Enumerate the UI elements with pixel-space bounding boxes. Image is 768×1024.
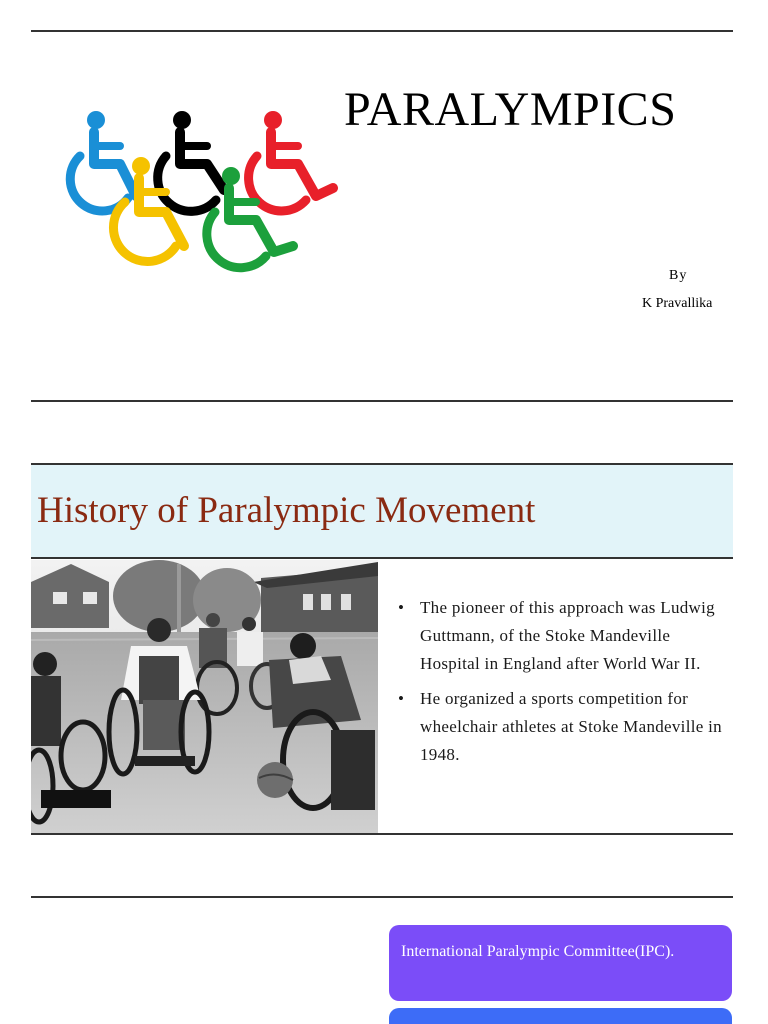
bullet-icon: •: [398, 598, 405, 617]
blue-wheelchair-figure: [70, 111, 136, 211]
header-divider: [31, 557, 733, 559]
slide-divider: [31, 833, 733, 835]
slide-header: [31, 465, 733, 557]
black-wheelchair-figure: [158, 111, 224, 211]
by-label: By: [669, 268, 688, 283]
list-item: • He organized a sports competition for wheelchair athletes at Stoke Mandeville in 1948.: [396, 685, 732, 769]
slide-divider: [31, 896, 733, 898]
slide-title: PARALYMPICS: [344, 83, 677, 136]
list-item: • The pioneer of this approach was Ludwig Guttmann, of the Stoke Mandeville Hospital in England after World War II.: [396, 594, 732, 678]
slide-divider: [31, 400, 733, 402]
next-box: [389, 1008, 732, 1024]
slide-divider-top: [31, 30, 733, 32]
ipc-box-label: International Paralympic Committee(IPC).: [401, 943, 675, 960]
slide-title: History of Paralympic Movement: [37, 490, 536, 531]
ipc-box: [389, 925, 732, 1001]
wheelchair-rings-logo-icon: [58, 100, 348, 285]
red-wheelchair-figure: [249, 111, 333, 211]
author-name: K Pravallika: [642, 296, 713, 311]
bullet-icon: •: [398, 689, 405, 708]
wheelchair-basketball-photo-icon: [31, 560, 378, 833]
bullet-list: [396, 594, 732, 776]
